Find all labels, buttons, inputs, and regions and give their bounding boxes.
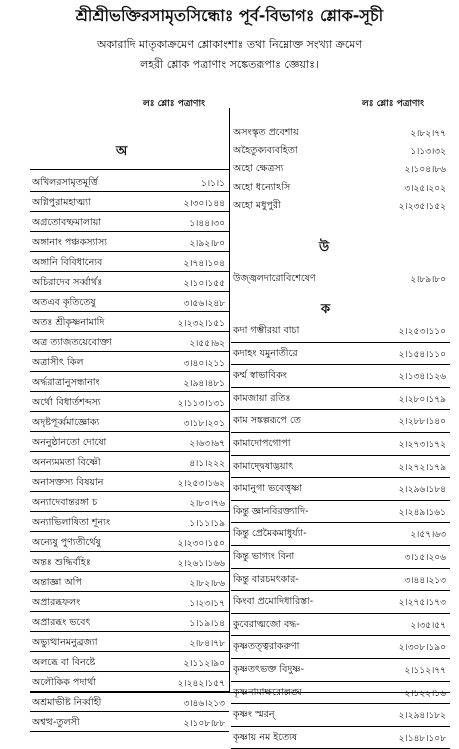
verse-text: কিন্তু বারচমৎকার- [233,573,299,585]
verse-reference: ২।১৪৮।১০৮ [398,733,446,744]
index-row [231,727,450,749]
index-row [231,343,450,366]
column-head-right: লঃ শ্লোঃ পত্রাণাং [362,99,424,109]
verse-text: কুবেরাত্মজো বদ্ধ- [233,618,300,630]
index-row [231,140,450,158]
verse-text: অভ্যুত্থানমনুব্রজ্যা [32,637,98,648]
verse-reference: ২।২৮০।১৭৯ [398,394,446,405]
section-letter-a: অ [116,144,128,159]
index-row [30,272,229,292]
verse-text: অন্যাদেবান্তরঙ্গা চ [32,497,98,508]
verse-text: কৃষ্ণং স্মরন্ [233,709,275,721]
verse-text: অত্র ত্যাজতয়েবোক্তা [32,337,112,348]
verse-reference: ২।১০৮।৮৮ [183,719,225,729]
index-row [231,591,450,614]
verse-reference: ২।১১৩।১৩১ [177,399,225,409]
verse-text: অনন্যমমতা বিষ্ণৌ [32,457,101,468]
verse-reference: ১।১৯।১৪ [189,619,225,629]
index-row [231,659,450,682]
subtitle-line-1: অকারাদি মাতৃকাক্রমেণ শ্লোকাংশাঃ তথা নিম্নোক্ত সংখ্যা ক্রমেণ [96,38,363,51]
verse-reference: ২।২৭৫।১৭৩ [398,598,446,609]
verse-text: অদৃষ্টপূর্ব্বমাজ্ঞোক্য [32,417,100,428]
verse-text: কদা গম্ভীরয়া বাচা [233,325,300,336]
page-title: শ্রীশ্রীভক্তিরসামৃতসিন্ধোঃ পূর্ব-বিভাগঃ শ্লোক-সূচী [75,6,384,25]
verse-reference: ২।২৬১।১৬৬ [177,559,225,569]
verse-reference: ২।১২২।১৬ [404,688,446,699]
verse-text: কামজায়া রতিঃ [233,392,291,404]
left-index-list [30,172,229,732]
verse-text: অহৈতুক্যব্যবহিতা [233,145,298,157]
index-row [30,552,229,572]
index-row [30,172,229,192]
verse-text: অলৌকিক পদার্থা [32,677,96,688]
verse-reference: ২।২৩২।১৫১ [177,319,225,329]
verse-text: অগ্রতোবষ্ফমালায়া [32,217,102,228]
verse-text: অহো মধুপুরী [233,199,281,211]
index-row [30,712,229,732]
verse-text: অশ্বত্থ-তুলসী [32,717,80,728]
verse-reference: ১।১।১ [201,179,225,189]
index-row [30,532,229,552]
index-row [30,512,229,532]
verse-text: অতএব কৃতিতেষু [32,297,96,308]
index-row [30,312,229,332]
verse-reference: ১।১৩।৩২ [410,147,446,158]
verse-text: অপ্রারব্ধফলং [32,597,81,608]
index-row [231,501,450,524]
index-row [231,478,450,501]
verse-reference: ২।২৭২।১৭৯ [398,462,446,473]
index-row [30,652,229,672]
verse-reference: ২।৮০।৭৬ [189,499,225,509]
verse-reference: ২।২৫৩।১১০ [398,327,446,337]
verse-reference: ২।২৭৩।১৭২ [398,439,446,450]
verse-reference: ২।৯২।৮০ [189,239,225,249]
index-row [30,352,229,372]
verse-reference: ২।২৫৩।১৬২ [177,479,225,489]
verse-text: অর্দ্ধরাত্রানুসন্ধানাং [32,377,100,388]
verse-text: অতঃ শ্রীকৃষ্ণনামাদি [32,317,105,328]
index-row [30,432,229,452]
verse-reference: ৪।১।২২২ [189,459,225,469]
verse-reference: ২।৫৫।৬২ [189,339,225,349]
right-index-list-a [231,122,450,213]
index-row [231,388,450,411]
verse-reference: ১।২৩।১৭ [189,599,225,609]
verse-reference: ২।৩০।১৪৪ [183,199,225,209]
index-row [231,523,450,546]
verse-text: অন্যাভিলাষিতা শূন্যং [32,517,111,528]
index-row [30,472,229,492]
verse-reference: ২।৬৩।৬৭ [189,439,225,449]
verse-reference: ২।৮২।৭৭ [410,129,446,139]
verse-reference: ২।৮২।৮৬ [189,579,225,589]
verse-text: অহো ক্ষেত্রস্য [233,163,284,175]
column-divider [229,108,230,692]
subtitle-line-2: লহরী শ্লোক পত্রাণাং সঙ্কেতরূপাঃ জ্ঞেয়াঃ। [140,58,319,71]
verse-text: অগ্নিপুরামহাত্ম্যা [32,197,91,208]
index-row [30,232,229,252]
index-row [231,636,450,659]
verse-text: অচিরাদেব সর্ব্বার্থঃ [32,277,103,288]
verse-reference: ১।৪৪।৩০ [189,219,225,229]
left-top-rule [30,169,229,170]
verse-reference: ২।৩৫।৫৭ [410,620,446,631]
verse-reference: ২।১১২।৭৭ [404,665,446,676]
verse-text: কিন্তু প্রেমৈকমাধুর্য্যা- [233,528,307,540]
index-row [30,192,229,212]
right-index-list-u [231,268,450,286]
index-row [231,320,450,343]
verse-text: কৃষ্ণায় নম ইত্যেষ [233,731,298,743]
verse-reference: ২।২৯৬।১৮৪ [398,485,446,496]
index-row [30,332,229,352]
verse-reference: ৩।২৫।২০২ [404,183,446,194]
index-row [30,212,229,232]
verse-reference: ৩।৫৬।২৪৮ [183,299,225,309]
index-row [30,592,229,612]
verse-text: কামানুগা ভবেত্তৃষ্ণা [233,483,303,495]
verse-text: অপ্রারব্ধং ভবেৎ [32,617,91,628]
verse-reference: ৩।৪০।২১১ [183,359,225,369]
verse-text: কৃষ্ণতত্ত্বরাকরুণা [233,641,300,653]
index-row [231,268,450,286]
index-row [231,365,450,388]
section-letter-k: ক [321,302,331,317]
verse-text: অন্যেষু পুণ্যতীর্থেষু [32,537,101,548]
verse-reference: ২।২৩০।১৫০ [177,539,225,549]
index-row [231,682,450,705]
verse-reference: ২।৩০৮।১৯০ [398,643,446,654]
verse-reference: ২।২৪৯।১৬১ [398,507,446,518]
verse-reference: ২।৯৪।৪৮১ [183,379,225,389]
right-index-list-k [231,320,450,749]
verse-reference: ২।১৩৪।১২৬ [398,372,446,383]
index-row [231,704,450,727]
verse-reference: ২।১১২।৯০ [183,659,225,669]
index-row [231,614,450,637]
verse-text: অত্রাসীৎ কিল [32,357,84,368]
index-row [231,195,450,213]
verse-text: কিন্তু জ্ঞানবিরক্ত্যাদি- [233,505,309,517]
verse-text: অখিলরসামৃতমূর্ত্তি [32,177,98,188]
index-row [30,292,229,312]
index-row [30,412,229,432]
verse-text: কৃষ্ণতৎভক্ত বিদুষ্ণ- [233,663,305,675]
index-row [231,410,450,433]
index-row [231,122,450,140]
index-row [30,252,229,272]
verse-text: অসংস্কৃত প্রবেশায় [233,127,299,138]
verse-reference: ২।৭৪।১০৪ [183,259,225,269]
verse-text: কামাদ্দ্বেষাদ্ভয়াৎ [233,460,294,472]
index-row [30,372,229,392]
verse-reference: ২।২৪২।১৫৭ [177,679,225,689]
verse-reference: ২।২৯৪।১৮২ [398,711,446,722]
verse-reference: ২।৮৯।৮০ [410,275,446,285]
verse-text: কাম সঙ্কল্পরূপে তে [233,415,301,427]
index-row [231,546,450,569]
index-row [231,158,450,176]
index-row [30,692,229,712]
index-row [30,492,229,512]
verse-reference: ১।১১।১৯ [189,519,225,529]
verse-reference: ২।১০।১৫৫ [183,279,225,289]
verse-text: অহো ধন্যোঽসি [233,181,291,193]
verse-text: অঙ্গানি বিবিধান্যেব [32,257,103,268]
index-row [231,433,450,456]
verse-text: কিন্তু ভাগ্যং বিনা [233,550,295,562]
index-row [231,569,450,592]
verse-reference: ৩।৪৬।২১৩ [183,699,225,709]
verse-text: অশ্রমাভীষ্ট নির্ব্বাহী [32,697,102,708]
index-row [231,177,450,195]
verse-text: অর্থো বিধার্তশব্দস্য [32,397,101,408]
verse-text: অননুষ্ঠানতো দোষো [32,437,107,448]
verse-text: কৃষ্ণনামাক্ষরোল্লঙ্ঘ [233,686,302,698]
column-head-left: লঃ শ্লোঃ পত্রাণাং [143,99,205,109]
verse-text: কদাহং যমুনাতীরে [233,347,298,359]
index-row [30,392,229,412]
verse-reference: ২।২৩৫।১৫২ [398,201,446,212]
verse-text: কিংবা প্রমোদিধারিস্তা- [233,596,314,608]
verse-text: অঙ্গানাং পঞ্চকস্যাস্য [32,237,108,248]
verse-text: কর্ম্ম স্বাভাবিকং [233,370,287,382]
verse-reference: ২।৫৭।৬৩ [410,530,446,541]
verse-text: অন্তাজ্ঞা অপি [32,577,82,588]
verse-text: কামাদোপগোপা [233,437,291,449]
verse-text: উজ্জ্বলদারোবিশেষেণ [233,273,316,284]
index-row [231,456,450,479]
index-row [30,612,229,632]
index-row [30,452,229,472]
verse-text: অলব্ধে বা বিনষ্টে [32,657,96,668]
index-row [30,572,229,592]
verse-reference: ৩।৪৪।২১৩ [404,575,446,586]
verse-reference: ২।১০৪।৮৬ [404,165,446,176]
index-row [30,632,229,652]
verse-reference: ২।৮৪।৭৮ [189,639,225,649]
verse-text: অনাসক্তস্য বিষয়ান [32,477,104,488]
verse-reference: ৩।১৫।২০৬ [404,552,446,563]
verse-reference: ২।১৫৪।১১০ [398,349,446,360]
section-letter-u: উ [319,240,330,255]
index-row [30,672,229,692]
verse-reference: ৩।১৮।২০১ [183,419,225,429]
verse-text: অন্তঃ শুদ্ধির্বহিঃ [32,557,91,568]
verse-reference: ২।২৮৮।১৪০ [398,417,446,428]
